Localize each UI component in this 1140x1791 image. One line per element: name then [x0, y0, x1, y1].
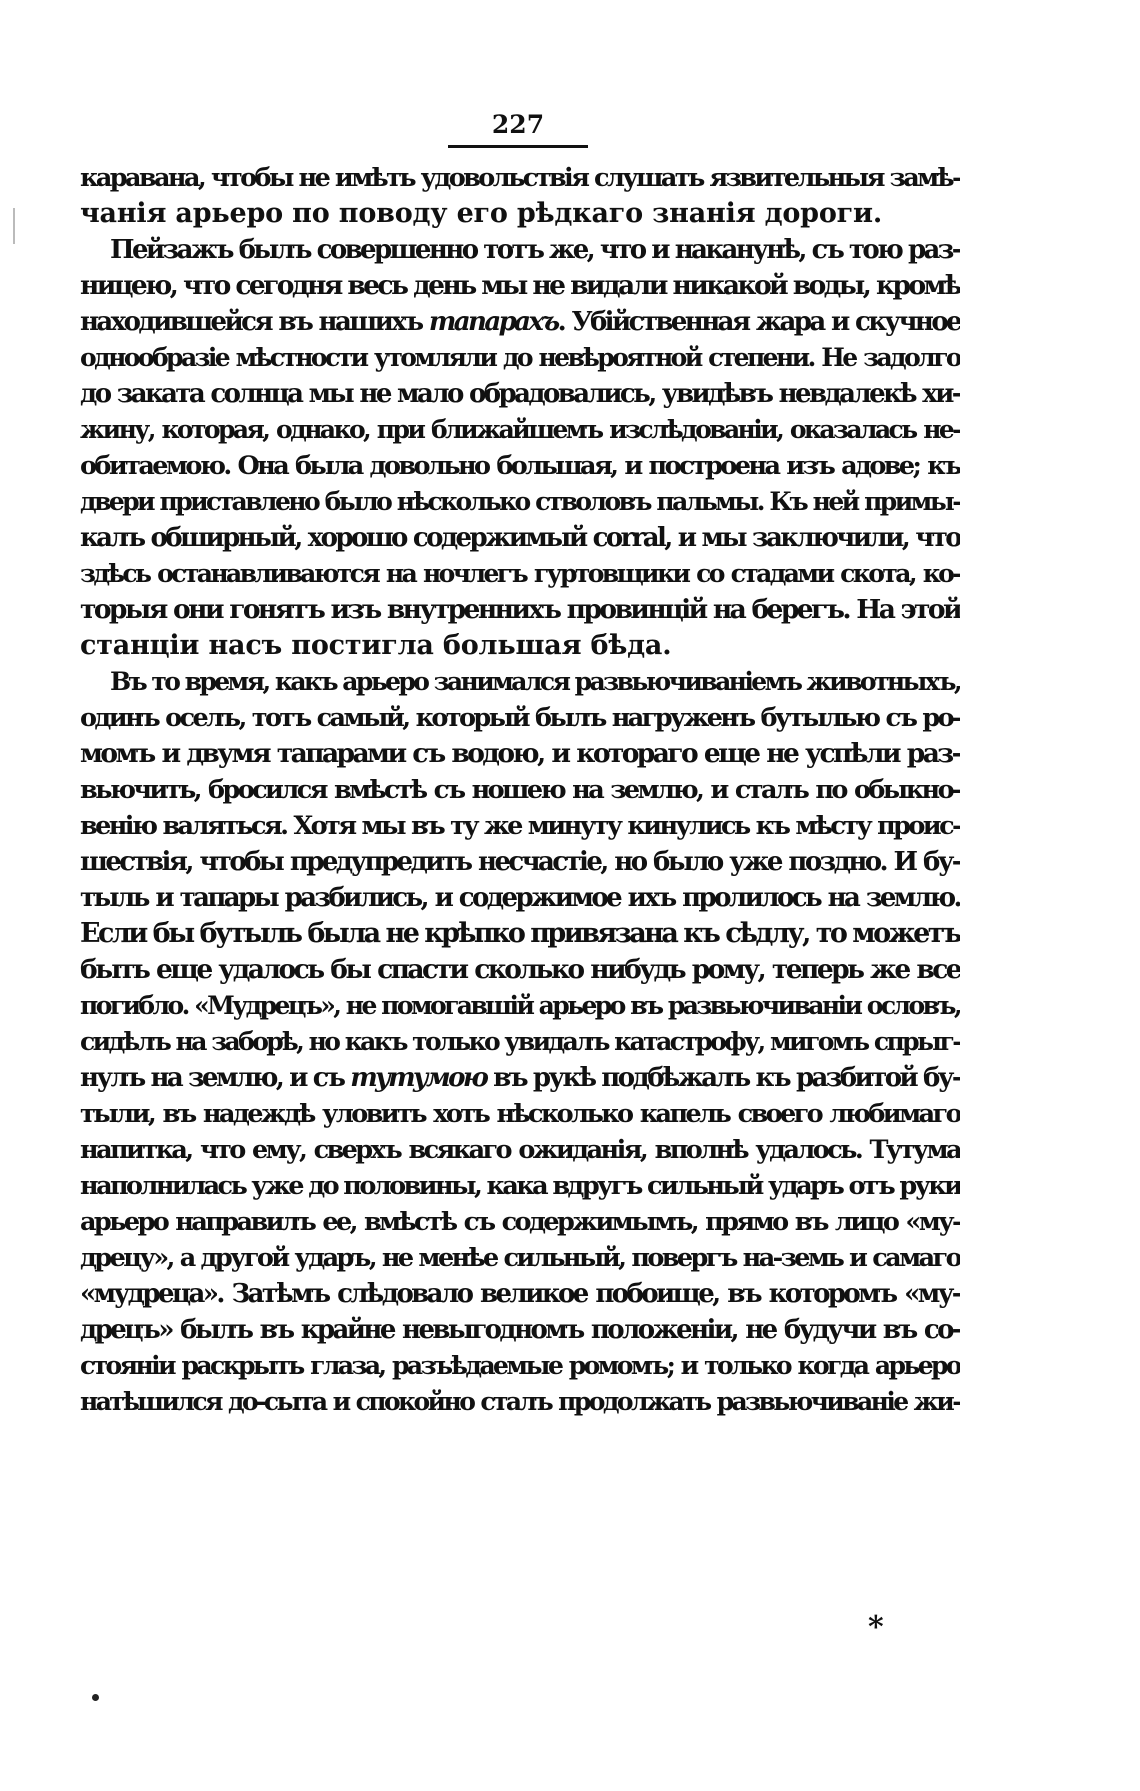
text-line: дрецъ» былъ въ крайне невыгодномъ положеніи, не будучи въ со-: [80, 1315, 960, 1345]
text-line: станціи насъ постигла большая бѣда.: [80, 630, 672, 661]
text-line: сидѣлъ на заборѣ, но какъ только увидалъ катастрофу, мигомъ спрыг-: [80, 1027, 960, 1056]
text-line: погибло. «Мудрецъ», не помогавшій арьеро въ развьючиваніи ословъ,: [80, 991, 960, 1020]
page-number: 227: [491, 110, 545, 139]
text-line: шествія, чтобы предупредить несчастіе, но было уже поздно. И бу-: [80, 847, 960, 877]
text-line: тыль и тапары разбились, и содержимое ихъ пролилось на землю.: [80, 883, 960, 913]
text-line: здѣсь останавливаются на ночлегъ гуртовщики со стадами скота, ко-: [80, 559, 960, 588]
text-line: каравана, чтобы не имѣть удовольствія слушать язвительныя замѣ-: [80, 163, 960, 193]
text-line: одинъ оселъ, тотъ самый, который былъ нагруженъ бутылью съ ро-: [80, 703, 960, 733]
text-line: двери приставлено было нѣсколько стволовъ пальмы. Къ ней примы-: [80, 487, 960, 516]
italic-word: тапарахъ: [428, 307, 558, 337]
text-line: Если бы бутыль была не крѣпко привязана къ сѣдлу, то можетъ: [80, 918, 960, 949]
text-line: напитка, что ему, сверхъ всякаго ожиданія, вполнѣ удалось. Тутума: [80, 1135, 960, 1165]
text-line: Пейзажъ былъ совершенно тотъ же, что и наканунѣ, съ тою раз-: [110, 235, 960, 265]
text-span: находившейся въ нашихъ: [80, 307, 422, 337]
text-line: наполнилась уже до половины, кака вдругъ сильный ударъ отъ руки: [80, 1171, 960, 1201]
text-line: ницею, что сегодня весь день мы не видали никакой воды, кромѣ: [80, 270, 960, 301]
text-line: жину, которая, однако, при ближайшемъ изслѣдованіи, оказалась не-: [80, 415, 960, 444]
text-span: нулъ на землю, и съ: [80, 1063, 344, 1093]
text-line: Въ то время, какъ арьеро занимался развьючиваніемъ животныхъ,: [110, 667, 960, 696]
text-line: дрецу», а другой ударъ, не менѣе сильный, повергъ на-земь и самаго: [80, 1243, 960, 1273]
ink-speck: [92, 1694, 99, 1701]
text-line: стояніи раскрыть глаза, разъѣдаемые ромомъ; и только когда арьеро: [80, 1351, 960, 1380]
text-line: момъ и двумя тапарами съ водою, и котораго еще не успѣли раз-: [80, 738, 960, 769]
text-line: «мудреца». Затѣмъ слѣдовало великое побоище, въ которомъ «му-: [80, 1279, 960, 1309]
header-rule: [448, 145, 588, 148]
text-line: торыя они гонятъ изъ внутреннихъ провинцій на берегъ. На этой: [80, 594, 960, 625]
text-line: обитаемою. Она была довольно большая, и построена изъ адове; къ: [80, 451, 960, 481]
text-line: быть еще удалось бы спасти сколько нибудь рому, теперь же все: [80, 954, 960, 985]
text-line: арьеро направилъ ее, вмѣстѣ съ содержимымъ, прямо въ лицо «му-: [80, 1207, 960, 1237]
text-span: . Убійственная жара и скучное: [557, 307, 960, 337]
text-line: вьючить, бросился вмѣстѣ съ ношею на землю, и сталъ по обыкно-: [80, 775, 960, 805]
text-line: до заката солнца мы не мало обрадовались, увидѣвъ невдалекѣ хи-: [80, 379, 960, 409]
text-line: натѣшился до-сыта и спокойно сталъ продолжать развьючиваніе жи-: [80, 1387, 960, 1416]
italic-word: тутумою: [350, 1063, 487, 1093]
margin-mark: [13, 208, 15, 244]
text-line: [80, 1060, 960, 1096]
text-span: въ рукѣ подбѣжалъ къ разбитой бу-: [486, 1063, 960, 1093]
text-line: [80, 304, 960, 340]
footer-asterisk: *: [868, 1610, 884, 1645]
text-line: чанія арьеро по поводу его рѣдкаго знанія дороги.: [80, 198, 883, 229]
text-line: венію валяться. Хотя мы въ ту же минуту кинулись къ мѣсту проис-: [80, 811, 960, 841]
text-line: однообразіе мѣстности утомляли до невѣроятной степени. Не задолго: [80, 343, 960, 372]
text-line: тыли, въ надеждѣ уловить хоть нѣсколько капель своего любимаго: [80, 1099, 960, 1129]
text-line: калъ обширный, хорошо содержимый corral, и мы заключили, что: [80, 523, 960, 553]
